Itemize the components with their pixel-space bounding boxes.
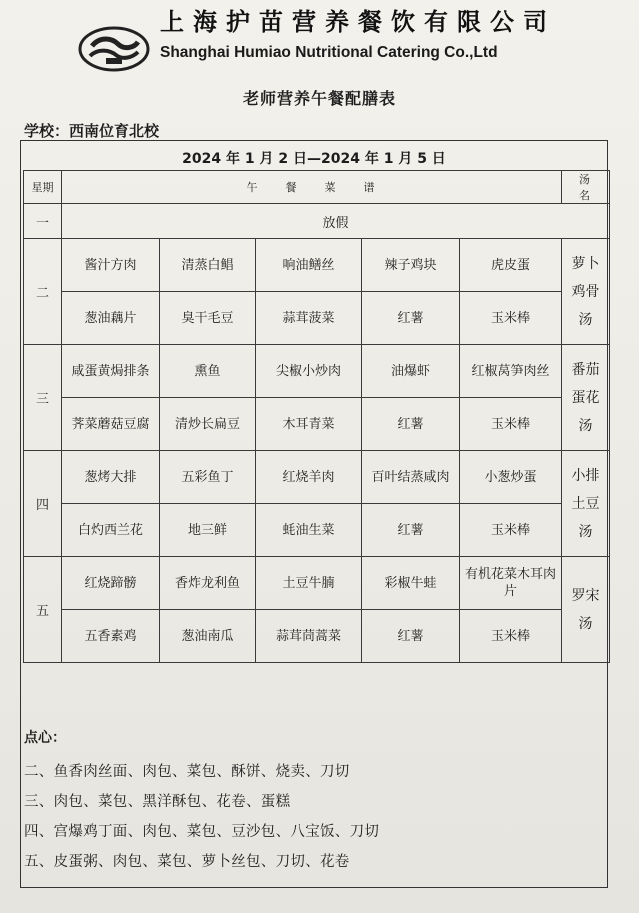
table-header-row	[24, 171, 610, 204]
dish-cell: 荠菜蘑菇豆腐	[62, 398, 160, 451]
dish-cell: 有机花菜木耳肉片	[460, 557, 562, 610]
lunch-column-header: 午餐菜谱	[62, 171, 562, 204]
dish-cell: 清蒸白鲳	[160, 239, 256, 292]
dish-cell: 红烧蹄髈	[62, 557, 160, 610]
dish-cell: 红烧羊肉	[256, 451, 362, 504]
table-row	[24, 239, 610, 292]
soup-text: 罗宋	[571, 587, 600, 604]
dish-cell: 清炒长扁豆	[160, 398, 256, 451]
company-logo	[78, 26, 150, 72]
dish-cell: 红薯	[362, 398, 460, 451]
dish-cell: 木耳青菜	[256, 398, 362, 451]
table-row	[24, 557, 610, 610]
dish-cell: 地三鲜	[160, 504, 256, 557]
soup-cell	[562, 557, 610, 663]
dish-cell: 葱烤大排	[62, 451, 160, 504]
dish-cell: 五彩鱼丁	[160, 451, 256, 504]
day-cell: 二	[24, 239, 62, 345]
dish-cell: 红薯	[362, 504, 460, 557]
holiday-cell: 放假	[62, 204, 610, 239]
soup-text: 番茄	[571, 361, 600, 378]
dish-cell: 蚝油生菜	[256, 504, 362, 557]
dish-cell: 熏鱼	[160, 345, 256, 398]
day-cell: 三	[24, 345, 62, 451]
dish-cell: 玉米棒	[460, 610, 562, 663]
dish-cell: 虎皮蛋	[460, 239, 562, 292]
day-column-header: 星期	[24, 171, 62, 204]
dish-cell: 响油鳝丝	[256, 239, 362, 292]
dish-cell: 葱油南瓜	[160, 610, 256, 663]
dish-cell: 红薯	[362, 292, 460, 345]
snack-line: 三、肉包、菜包、黑洋酥包、花卷、蛋糕	[24, 794, 291, 810]
dish-cell: 咸蛋黄焗排条	[62, 345, 160, 398]
soup-cell	[562, 345, 610, 451]
dish-cell: 蒜茸菠菜	[256, 292, 362, 345]
dish-cell: 香炸龙利鱼	[160, 557, 256, 610]
dish-cell: 尖椒小炒肉	[256, 345, 362, 398]
snack-line: 五、皮蛋粥、肉包、菜包、萝卜丝包、刀切、花卷	[24, 854, 350, 870]
dish-cell: 辣子鸡块	[362, 239, 460, 292]
dish-cell: 红薯	[362, 610, 460, 663]
soup-cell	[562, 239, 610, 345]
soup-text: 鸡骨	[571, 283, 600, 300]
dish-cell: 臭干毛豆	[160, 292, 256, 345]
dish-cell: 酱汁方肉	[62, 239, 160, 292]
company-name-en: Shanghai Humiao Nutritional Catering Co.,Ltd	[160, 44, 498, 61]
lunch-menu-table	[23, 170, 610, 663]
soup-text: 汤	[578, 523, 593, 540]
soup-text: 汤	[578, 615, 593, 632]
dish-cell: 蒜茸茼蒿菜	[256, 610, 362, 663]
dish-cell: 百叶结蒸咸肉	[362, 451, 460, 504]
snack-line: 二、鱼香肉丝面、肉包、菜包、酥饼、烧卖、刀切	[24, 764, 350, 780]
dish-cell: 五香素鸡	[62, 610, 160, 663]
snack-line: 四、宫爆鸡丁面、肉包、菜包、豆沙包、八宝饭、刀切	[24, 824, 380, 840]
dish-cell: 油爆虾	[362, 345, 460, 398]
soup-text: 蛋花	[571, 389, 600, 406]
dish-cell: 玉米棒	[460, 292, 562, 345]
school-name: 学校：西南位育北校	[24, 122, 160, 140]
dish-cell: 红椒莴笋肉丝	[460, 345, 562, 398]
soup-text: 土豆	[571, 495, 600, 512]
document-title: 老师营养午餐配膳表	[242, 89, 396, 108]
dish-cell: 玉米棒	[460, 504, 562, 557]
dish-cell: 玉米棒	[460, 398, 562, 451]
date-range: 2024 年 1 月 2 日—2024 年 1 月 5 日	[182, 151, 446, 167]
day-cell: 一	[24, 204, 62, 239]
day-cell: 五	[24, 557, 62, 663]
day-cell: 四	[24, 451, 62, 557]
dish-cell: 小葱炒蛋	[460, 451, 562, 504]
soup-text: 小排	[571, 467, 600, 484]
table-row	[24, 204, 610, 239]
soup-text: 汤	[578, 311, 593, 328]
soup-cell	[562, 451, 610, 557]
soup-text: 萝卜	[571, 255, 600, 272]
table-row	[24, 610, 610, 663]
table-row	[24, 292, 610, 345]
dish-cell: 白灼西兰花	[62, 504, 160, 557]
table-row	[24, 504, 610, 557]
soup-column-header: 汤名	[562, 171, 610, 204]
table-row	[24, 345, 610, 398]
company-name-cn: 上海护苗营养餐饮有限公司	[160, 7, 556, 36]
table-row	[24, 398, 610, 451]
snacks-heading: 点心：	[24, 730, 66, 746]
table-row	[24, 451, 610, 504]
dish-cell: 土豆牛腩	[256, 557, 362, 610]
dish-cell: 彩椒牛蛙	[362, 557, 460, 610]
dish-cell: 葱油藕片	[62, 292, 160, 345]
soup-text: 汤	[578, 417, 593, 434]
